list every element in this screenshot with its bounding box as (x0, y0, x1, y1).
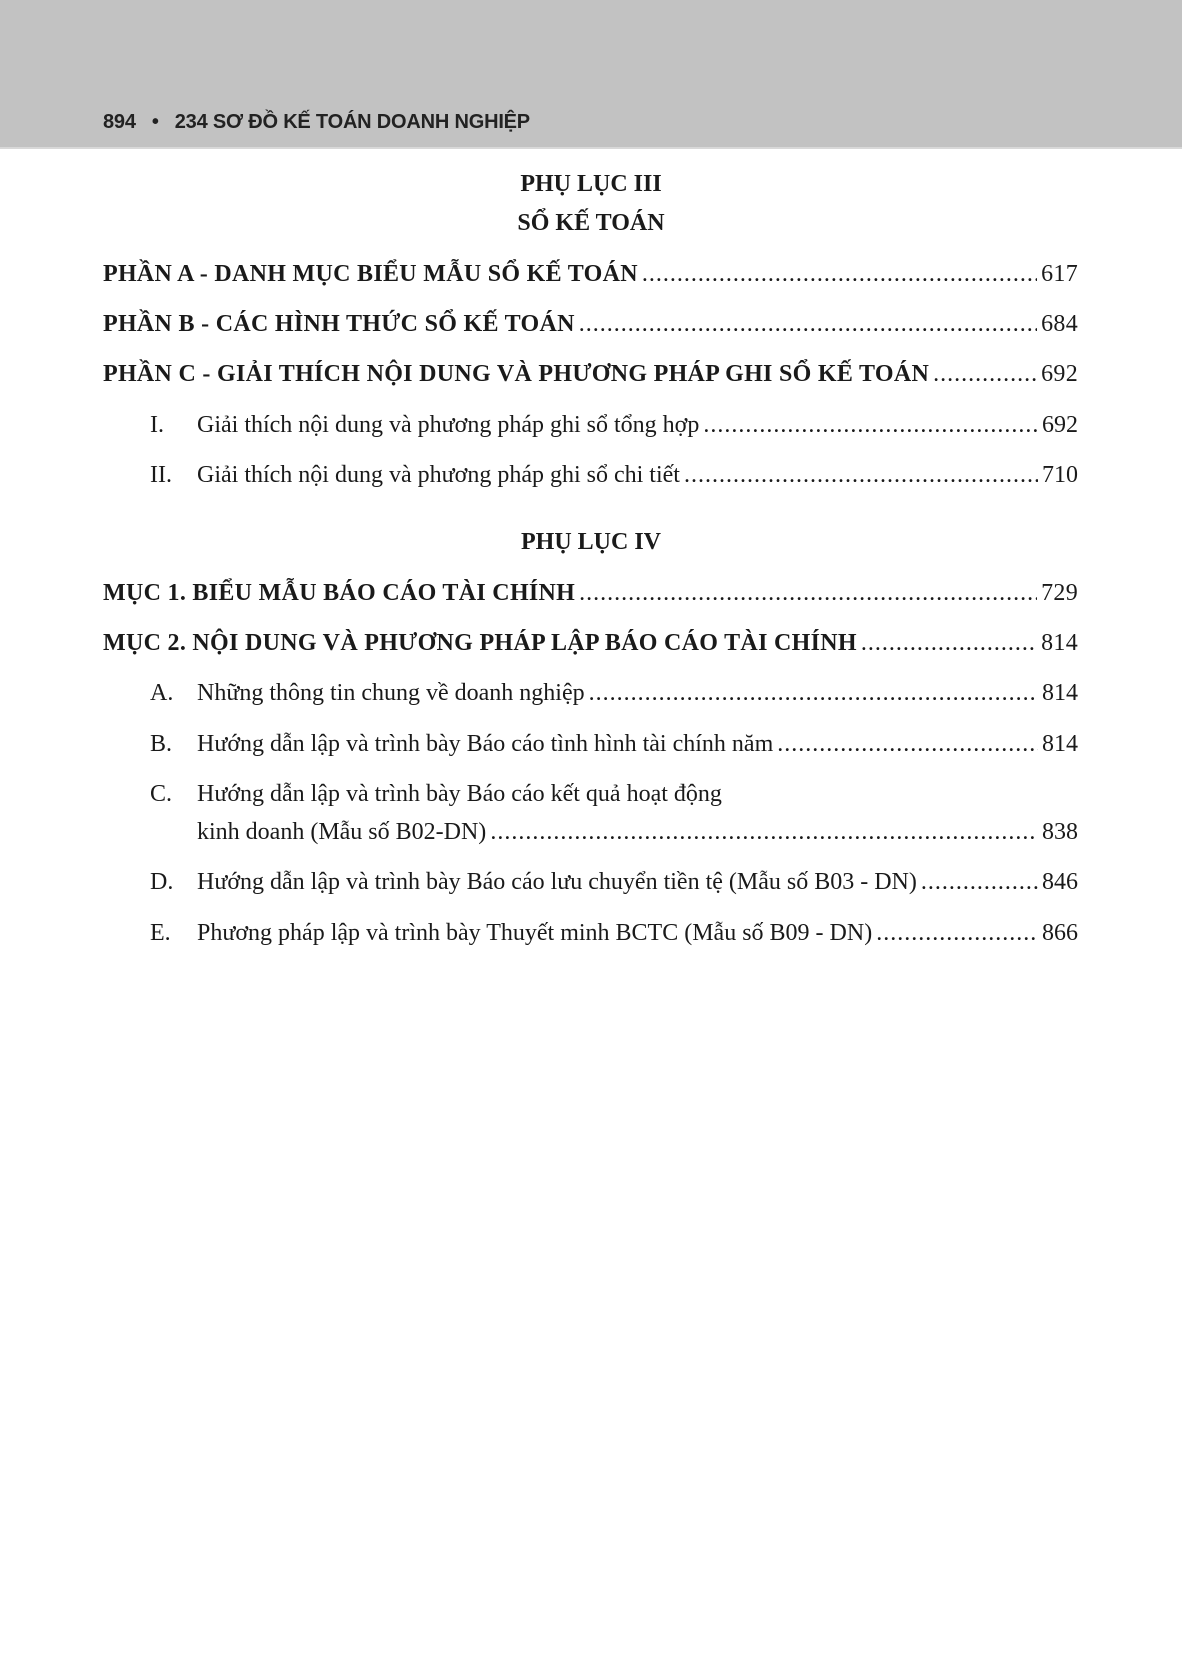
toc-subentry-continuation[interactable] (197, 818, 1078, 846)
toc-page: 814 (1042, 680, 1078, 706)
leader-dots (579, 579, 1037, 607)
toc-label: kinh doanh (Mẫu số B02-DN) (197, 819, 487, 845)
toc-label: Hướng dẫn lập và trình bày Báo cáo lưu chuyển tiền tệ (Mẫu số B03 - DN) (197, 869, 917, 895)
running-header (0, 0, 1182, 149)
toc-marker: II. (150, 462, 172, 488)
toc-page: 684 (1041, 311, 1078, 337)
leader-dots (777, 730, 1038, 758)
toc-marker: D. (150, 869, 174, 895)
toc-page: 814 (1041, 630, 1078, 656)
toc-page: 814 (1042, 731, 1078, 757)
leader-dots (490, 818, 1038, 846)
header-separator: • (151, 111, 159, 133)
toc-label: MỤC 2. NỘI DUNG VÀ PHƯƠNG PHÁP LẬP BÁO CÁO TÀI CHÍNH (103, 630, 857, 656)
leader-dots (642, 260, 1037, 288)
leader-dots (861, 629, 1037, 657)
toc-subentry[interactable] (150, 919, 1078, 947)
toc-page: 838 (1042, 819, 1078, 845)
toc-label: MỤC 1. BIỂU MẪU BÁO CÁO TÀI CHÍNH (103, 580, 576, 606)
toc-label: Hướng dẫn lập và trình bày Báo cáo kết quả hoạt động (197, 781, 722, 807)
toc-label: Những thông tin chung về doanh nghiệp (197, 680, 585, 706)
leader-dots (933, 360, 1037, 388)
header-book-title: 234 SƠ ĐỒ KẾ TOÁN DOANH NGHIỆP (174, 111, 530, 133)
toc-entry[interactable] (103, 260, 1078, 288)
leader-dots (684, 461, 1038, 489)
toc-entry[interactable] (103, 629, 1078, 657)
leader-dots (876, 919, 1038, 947)
toc-entry[interactable] (103, 360, 1078, 388)
toc-marker: B. (150, 731, 173, 757)
toc-entry[interactable] (103, 579, 1078, 607)
toc-page: 692 (1042, 412, 1078, 438)
toc-label: Hướng dẫn lập và trình bày Báo cáo tình hình tài chính năm (197, 731, 774, 757)
toc-marker: I. (150, 412, 164, 438)
toc-entry[interactable] (103, 310, 1078, 338)
toc-label: Giải thích nội dung và phương pháp ghi sổ chi tiết (197, 462, 680, 488)
toc-label: Giải thích nội dung và phương pháp ghi sổ tổng hợp (197, 412, 700, 438)
header-text (103, 111, 530, 134)
toc-label: PHẦN C - GIẢI THÍCH NỘI DUNG VÀ PHƯƠNG PHÁP GHI SỔ KẾ TOÁN (103, 361, 930, 387)
toc-page: 866 (1042, 920, 1078, 946)
toc-page: 710 (1042, 462, 1078, 488)
leader-dots (579, 310, 1037, 338)
toc-subentry[interactable] (150, 780, 1078, 808)
toc-subentry[interactable] (150, 461, 1078, 489)
toc-page: 729 (1041, 580, 1078, 606)
appendix-4-title: PHỤ LỤC IV (520, 529, 661, 555)
leader-dots (703, 411, 1038, 439)
toc-subentry[interactable] (150, 730, 1078, 758)
toc-label: PHẦN B - CÁC HÌNH THỨC SỔ KẾ TOÁN (103, 311, 575, 337)
toc-subentry[interactable] (150, 411, 1078, 439)
toc-page: 617 (1041, 261, 1078, 287)
appendix-3-title: PHỤ LỤC III (520, 171, 662, 197)
header-page-number: 894 (103, 111, 136, 133)
toc-page: 846 (1042, 869, 1078, 895)
toc-subentry[interactable] (150, 679, 1078, 707)
toc-page: 692 (1041, 361, 1078, 387)
toc-marker: E. (150, 920, 171, 946)
leader-dots (921, 868, 1038, 896)
leader-dots (589, 679, 1038, 707)
toc-subentry[interactable] (150, 868, 1078, 896)
toc-label: PHẦN A - DANH MỤC BIỂU MẪU SỔ KẾ TOÁN (103, 261, 638, 287)
appendix-3-subtitle: SỔ KẾ TOÁN (517, 210, 665, 236)
toc-marker: A. (150, 680, 174, 706)
toc-label: Phương pháp lập và trình bày Thuyết minh BCTC (Mẫu số B09 - DN) (197, 920, 873, 946)
toc-marker: C. (150, 781, 173, 807)
